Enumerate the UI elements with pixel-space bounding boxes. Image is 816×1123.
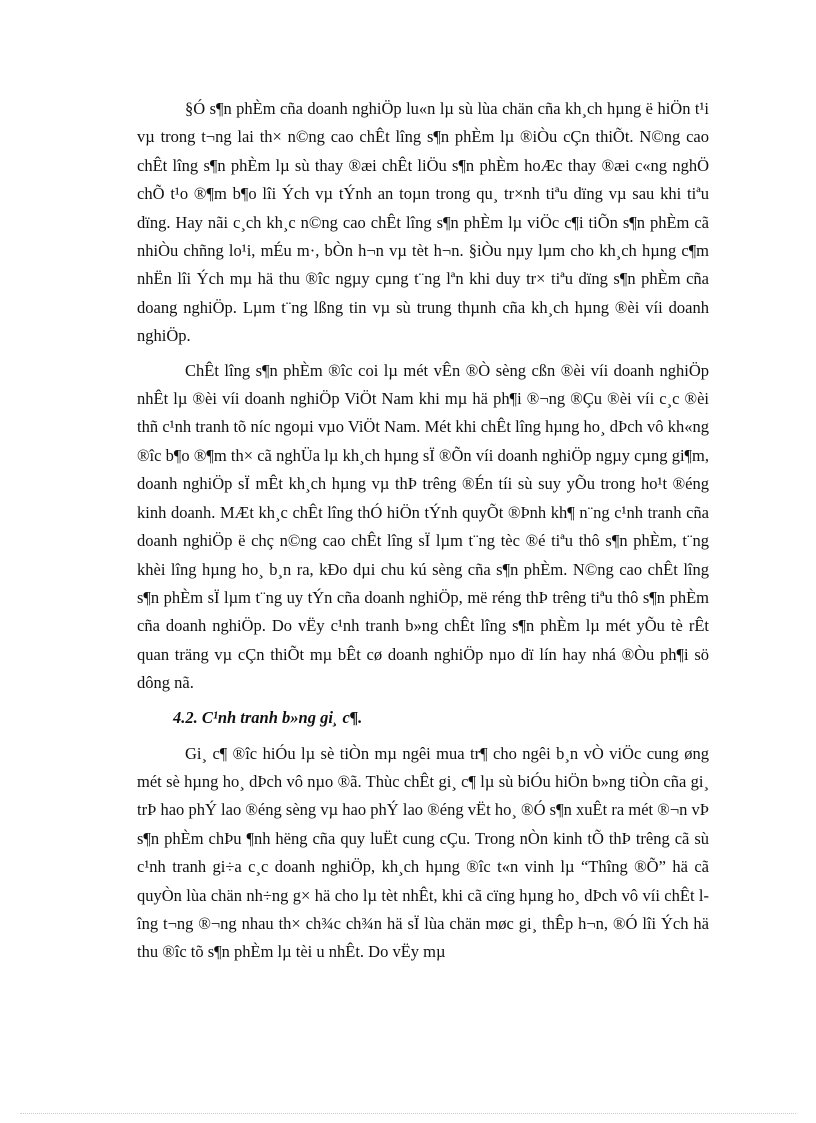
- paragraph-price-definition: Gi¸ c¶ ®îc hiÓu lµ sè tiÒn mµ ngêi mua tr¶ cho ngêi b¸n vÒ viÖc cung øng mét sè hµng ho¸ dÞch vô nµo ®ã. Thùc chÊt gi¸ c¶ lµ sù biÓu hiÖn b»ng tiÒn cña gi¸ trÞ hao phÝ lao ®éng sèng vµ hao phÝ lao ®éng vËt ho¸ ®Ó s¶n xuÊt ra mét ®¬n vÞ s¶n phÈm chÞu ¶nh hëng cña quy luËt cung cÇu. Trong nÒn kinh tÕ thÞ trêng cã sù c¹nh tranh gi÷a c¸c doanh nghiÖp, kh¸ch hµng ®îc t«n vinh lµ “Thîng ®Õ” hä cã quyÒn lùa chän nh÷ng g× hä cho lµ tèt nhÊt, khi cã cïng hµng ho¸ dÞch vô víi chÊt lîng t¬ng ®¬ng nhau th× ch¾c ch¾n hä sÏ lùa chän møc gi¸ thÊp h¬n, ®Ó lîi Ých hä thu ®îc tõ s¶n phÈm lµ tèi u nhÊt. Do vËy mµ: [137, 743, 709, 962]
- paragraph-quality-importance: ChÊt lîng s¶n phÈm ®îc coi lµ mét vÊn ®Ò sèng cßn ®èi víi doanh nghiÖp nhÊt lµ ®èi víi doanh nghiÖp ViÖt Nam khi mµ hä ph¶i ®¬ng ®Çu ®èi víi c¸c ®èi thñ c¹nh tranh tõ níc ngoµi vµo ViÖt Nam. Mét khi chÊt lîng hµng ho¸ dÞch vô kh«ng ®îc b¶o ®¶m th× cã nghÜa lµ kh¸ch hµng sÏ ®Õn víi doanh nghiÖp ngµy cµng gi¶m, doanh nghiÖp sÏ mÊt kh¸ch hµng vµ thÞ trêng ®Én tíi sù suy yÕu trong ho¹t ®éng kinh doanh. MÆt kh¸c chÊt lîng thÓ hiÖn tÝnh quyÕt ®Þnh kh¶ n¨ng c¹nh tranh cña doanh nghiÖp ë chç n©ng cao chÊt lîng sÏ lµm t¨ng tèc ®é tiªu thô s¶n phÈm, t¨ng khèi lîng hµng ho¸ b¸n ra, kÐo dµi chu kú sèng cña s¶n phÈm. N©ng cao chÊt lîng s¶n phÈm sÏ lµm t¨ng uy tÝn cña doanh nghiÖp, më réng thÞ trêng tiªu thô s¶n phÈm cña doanh nghiÖp. Do vËy c¹nh tranh b»ng chÊt lîng s¶n phÈm lµ mét yÕu tè rÊt quan träng vµ cÇn thiÕt mµ bÊt cø doanh nghiÖp nµo dï lín hay nhá ®Òu ph¶i sö dông nã.: [137, 360, 709, 693]
- section-heading-price-competition: 4.2. C¹nh tranh b»ng gi¸ c¶.: [173, 707, 363, 727]
- paragraph-product-quality-intro: §Ó s¶n phÈm cña doanh nghiÖp lu«n lµ sù lùa chän cña kh¸ch hµng ë hiÖn t¹i vµ trong t¬ng lai th× n©ng cao chÊt lîng s¶n phÈm lµ ®iÒu cÇn thiÕt. N©ng cao chÊt lîng s¶n phÈm lµ sù thay ®æi chÊt liÖu s¶n phÈm hoÆc thay ®æi c«ng nghÖ chÕ t¹o ®¶m b¶o lîi Ých vµ tÝnh an toµn trong qu¸ tr×nh tiªu dïng vµ sau khi tiªu dïng. Hay nãi c¸ch kh¸c n©ng cao chÊt lîng s¶n phÈm lµ viÖc c¶i tiÕn s¶n phÈm cã nhiÒu chñng lo¹i, mÉu m·, bÒn h¬n vµ tèt h¬n. §iÒu nµy lµm cho kh¸ch hµng c¶m nhËn lîi Ých mµ hä thu ®îc ngµy cµng t¨ng lªn khi duy tr× tiªu dïng s¶n phÈm cña doang nghiÖp. Lµm t¨ng lßng tin vµ sù trung thµnh cña kh¸ch hµng ®èi víi doanh nghiÖp.: [137, 99, 709, 346]
- document-page: [137, 95, 709, 973]
- page-bottom-divider: [20, 1113, 796, 1114]
